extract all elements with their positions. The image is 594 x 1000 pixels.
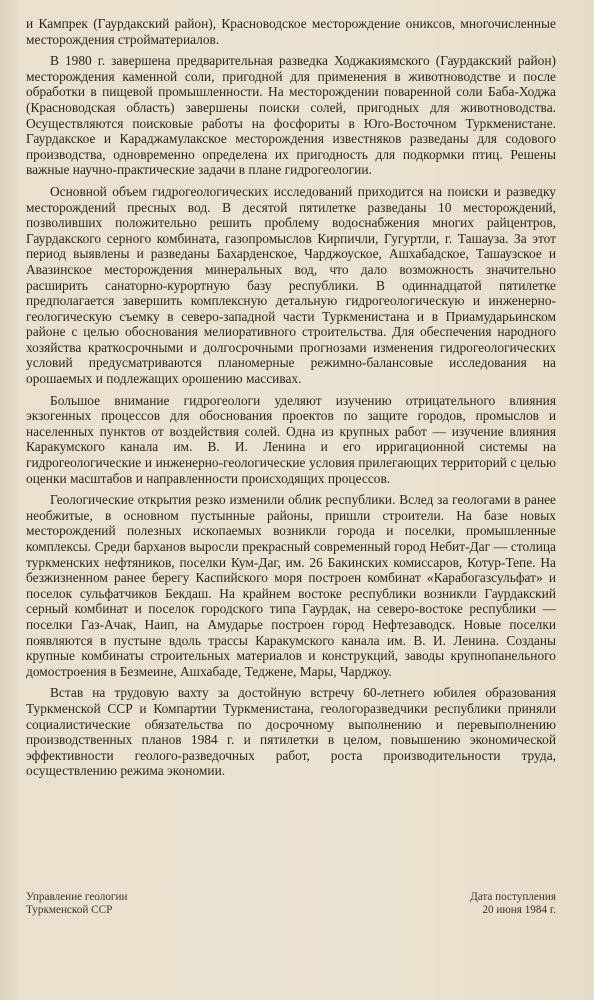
received-label: Дата поступления xyxy=(470,891,556,903)
affiliation xyxy=(26,891,128,918)
received-date-block xyxy=(470,891,556,918)
paragraph-obligations: Встав на трудовую вахту за достойную встречу 60-летнего юбилея образования Туркменской ССР и Компартии Туркменистана, геологоразведчики республики приняли социалистические обязательства по досрочному выполнению и перевыполнению производственных планов 1984 г. и пятилетки в целом, повышению экономической эффективности геолого-разведочных работ, роста производительности труда, осуществлению режима экономии. xyxy=(26,685,556,779)
paragraph-hydrogeology: Основной объем гидрогеологических исследований приходится на поиски и разведку месторождений пресных вод. В десятой пятилетке разведаны 10 месторождений, позволивших положительно решить проблему водоснабжения многих райцентров, Гаурдакского серного комбината, газопромыслов Кирпичли, Гугуртли, г. Ташауза. За этот период выявлены и разведаны Бахарденское, Чарджоуское, Ашхабадское, Ташаузское и Авазинское месторождения минеральных вод, что дало возможность значительно расширить санаторно-курортную базу республики. В одиннадцатой пятилетке предполагается завершить комплексную детальную гидрогеологическую и инженерно-геологическую съемку в северо-западной части Туркменистана и в Приамударьинском районе с целью обоснования мелиоративного строительства. Для обеспечения народного хозяйства краткосрочными и долгосрочными прогнозами изменения гидрогеологических условий предусматриваются планомерные режимно-балансовые исследования на орошаемых и подлежащих орошению массивах. xyxy=(26,183,556,387)
paragraph-new-settlements: Геологические открытия резко изменили облик республики. Вслед за геологами в ранее необжитые, в основном пустынные районы, пришли строители. На базе новых месторождений полезных ископаемых возникли города и поселки, промышленные комплексы. Среди барханов выросли прекрасный современный город Небит-Даг — столица туркменских нефтяников, поселки Кум-Даг, им. 26 Бакинских комиссаров, Котур-Тепе. На безжизненном ранее берегу Каспийского моря построен комбинат «Карабогазсульфат» и поселок сульфатчиков Бекдаш. На крайнем востоке республики возникли Гаурдакский серный комбинат и поселок городского типа Гаурдак, на северо-востоке республики — поселки Газ-Ачак, Наип, на Амударье построен город Нефтезаводск. Новые поселки появляются в пустыне вдоль трассы Каракумского канала им. В. И. Ленина. Созданы крупные комбинаты строительных материалов и конструкций, заводы крупнопанельного домостроения в Безмеине, Ашхабаде, Теджене, Мары, Чарджоу. xyxy=(26,492,556,679)
paragraph-exogenous-processes: Большое внимание гидрогеологи уделяют изучению отрицательного влияния экзогенных процессов для обоснования проектов по защите городов, промыслов и населенных пунктов от воздействия солей. Одна из крупных работ — изучение влияния Каракумского канала им. В. И. Ленина и его ирригационной системы на гидрогеологические и инженерно-геологические условия прилегающих территорий с целью оценки масштабов и направленности происходящих процессов. xyxy=(26,392,556,486)
article-footer xyxy=(26,891,556,918)
affiliation-line-2: Туркменской ССР xyxy=(26,904,113,917)
paragraph-salt-deposits: В 1980 г. завершена предварительная разведка Ходжакиямского (Гаурдакский район) месторождения каменной соли, пригодной для применения в животноводстве и после обработки в пищевой промышленности. На месторождении поваренной соли Баба-Ходжа (Красноводская область) завершены поиски солей, пригодных для животноводства. Осуществляются поисковые работы на фосфориты в Юго-Восточном Туркменистане. Гаурдакское и Караджамулакское месторождения известняков разведаны для содового производства, одновременно определена их пригодность для подкормки птиц. Решены важные научно-практические задачи в плане гидрогеологии. xyxy=(26,53,556,178)
paragraph-continuation: и Кампрек (Гаурдакский район), Красноводское месторождение ониксов, многочисленные месторождения стройматериалов. xyxy=(26,16,556,47)
affiliation-line-1: Управление геологии xyxy=(26,891,128,903)
article-body xyxy=(26,16,556,779)
received-date: 20 июня 1984 г. xyxy=(482,904,556,917)
